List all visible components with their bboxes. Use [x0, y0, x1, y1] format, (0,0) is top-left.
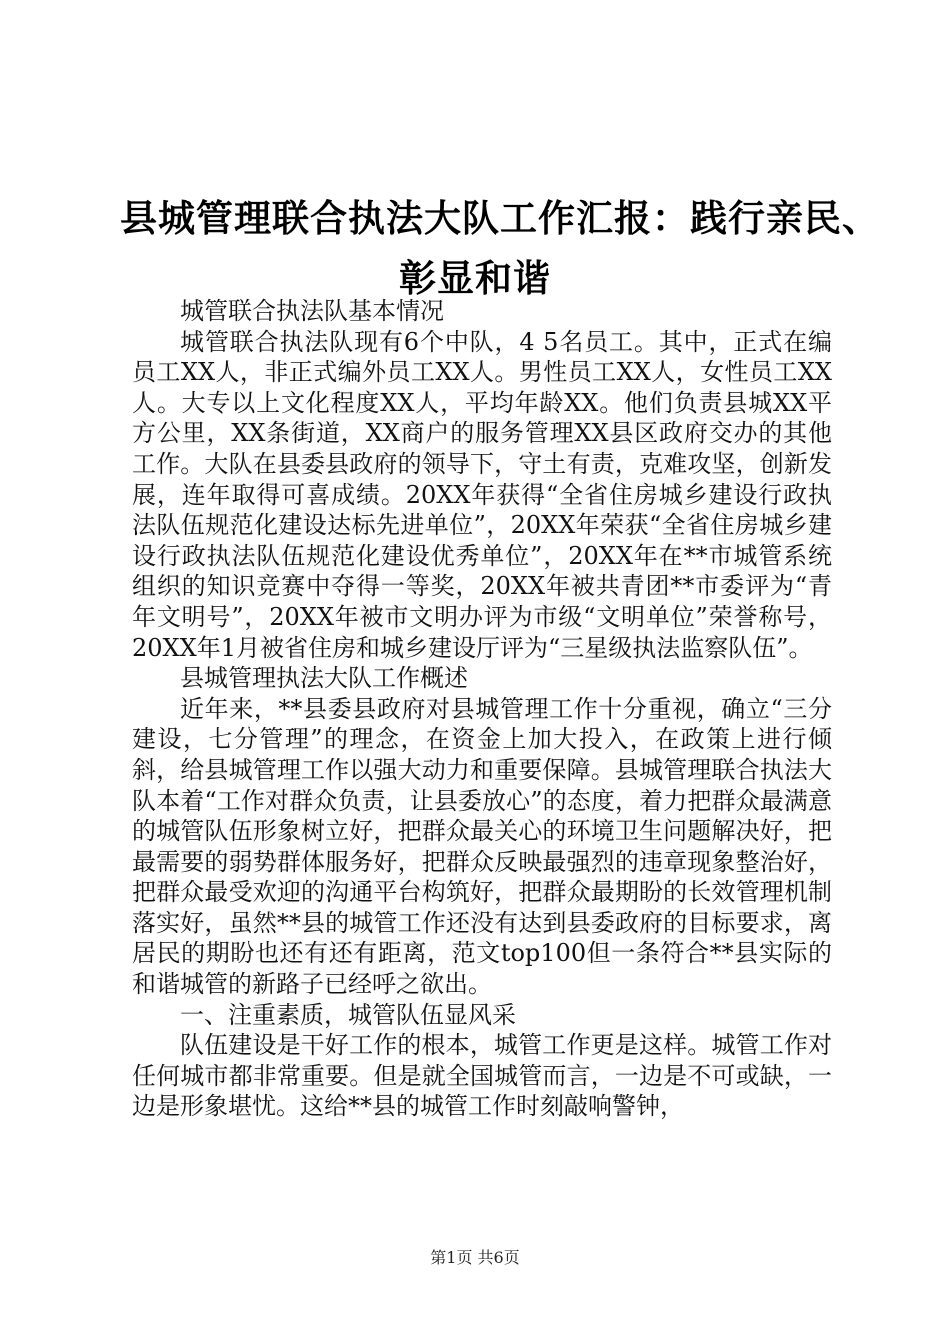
- paragraph-basic-info: 城管联合执法队现有6个中队，4 5名员工。其中，正式在编员工XX人，非正式编外员工XX人。男性员工XX人，女性员工XX人。大专以上文化程度XX人，平均年龄XX。他们负责县城XX平方公里，XX条街道，XX商户的服务管理XX县区政府交办的其他工作。大队在县委县政府的领导下，守土有责，克难攻坚，创新发展，连年取得可喜成绩。20XX年获得“全省住房城乡建设行政执法队伍规范化建设达标先进单位”，20XX年荣获“全省住房城乡建设行政执法队伍规范化建设优秀单位”，20XX年在**市城管系统组织的知识竞赛中夺得一等奖，20XX年被共青团**市委评为“青年文明号”，20XX年被市文明办评为市级“文明单位”荣誉称号，20XX年1月被省住房和城乡建设厅评为“三星级执法监察队伍”。: [132, 327, 832, 662]
- section-heading-quality: 一、注重素质，城管队伍显风采: [180, 1000, 516, 1029]
- section-heading-basic-info: 城管联合执法队基本情况: [180, 297, 444, 325]
- section-heading-work-overview: 县城管理执法大队工作概述: [180, 664, 468, 693]
- paragraph-work-overview: 近年来，**县委县政府对县城管理工作十分重视，确立“三分建设，七分管理”的理念，在资金上加大投入，在政策上进行倾斜，给县城管理工作以强大动力和重要保障。县城管理联合执法大队本着“工作对群众负责，让县委放心”的态度，着力把群众最满意的城管队伍形象树立好，把群众最关心的环境卫生问题解决好，把最需要的弱势群体服务好，把群众反映最强烈的违章现象整治好，把群众最受欢迎的沟通平台构筑好，把群众最期盼的长效管理机制落实好，虽然**县的城管工作还没有达到县委政府的目标要求，离居民的期盼也还有还有距离，范文top100但一条符合**县实际的和谐城管的新路子已经呼之欲出。: [132, 694, 832, 999]
- document-title-line-2: 彰显和谐: [399, 256, 551, 300]
- paragraph-quality: 队伍建设是干好工作的根本，城管工作更是这样。城管工作对任何城市都非常重要。但是就全国城管而言，一边是不可或缺，一边是形象堪忧。这给**县的城管工作时刻敲响警钟，: [132, 1031, 832, 1121]
- document-body: [132, 296, 832, 1122]
- document-title-line-1: 县城管理联合执法大队工作汇报：践行亲民、: [120, 196, 880, 240]
- page-number-footer: 第1页 共6页: [430, 1248, 520, 1267]
